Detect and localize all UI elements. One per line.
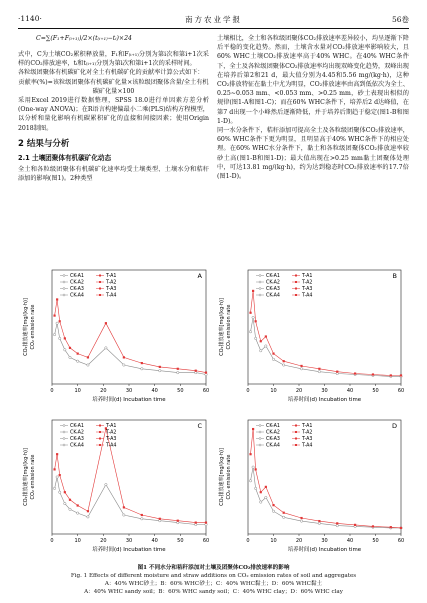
legend-marker (99, 281, 101, 283)
data-point (252, 316, 254, 318)
legend-label: T-A1 (106, 424, 117, 429)
x-tick-label: 60 (397, 388, 405, 394)
x-tick-label: 20 (295, 538, 303, 544)
figure-1 (18, 264, 409, 564)
data-point (354, 524, 356, 526)
contribution-formula: 贡献率(%)=该粒级团聚体有机碳矿化量×该粒级团聚体含量/全土有机碳矿化量×100 (18, 78, 209, 95)
legend-label: CK-A3 (70, 437, 84, 442)
data-point (283, 512, 285, 514)
data-point (69, 347, 71, 349)
legend-label: CK-A1 (70, 424, 84, 429)
legend-marker (259, 438, 261, 440)
legend-marker (259, 425, 261, 427)
data-point (255, 468, 257, 470)
data-point (265, 486, 267, 488)
legend-label: T-A2 (302, 280, 313, 286)
x-tick-label: 0 (50, 538, 54, 544)
panel-letter: D (391, 422, 397, 430)
data-point (249, 480, 251, 482)
legend-marker (63, 425, 65, 427)
results-paragraph-2: 同一水分条件下，秸秆添加可提高全土及各粒级团聚体CO₂排放速率，60% WHC条件下更为明显，且明显高于40% WHC条件下的相应处理。在60% WHC水分条件下，黏土和各粒级团聚体CO₂排放速率较砂土高(图1-B和图1-D)；最大值出现在>0.25 mm黏土团聚体处理中，可达13.81 mg/(kg·h)，约为达到稳态时CO₂排放速率的17.7倍(图1-D)。 (217, 127, 409, 181)
methods-paragraph: 采用Excel 2019进行数据整理，SPSS 18.0进行单因素方差分析(One-way ANOVA)；在R语言构建偏最小二乘(PLS)结构方程模型，以分析和量化影响有机碳累积矿化的直接和间接因素；使用Origin 2018制图。 (18, 97, 209, 132)
left-column (18, 34, 209, 184)
volume-label: 56卷 (391, 15, 409, 24)
data-point (141, 518, 143, 520)
x-tick-label: 40 (151, 388, 158, 394)
data-point (141, 368, 143, 370)
legend-marker (99, 425, 101, 427)
data-point (159, 366, 161, 368)
panel-c (18, 414, 214, 556)
data-point (390, 526, 392, 528)
data-point (77, 504, 79, 506)
data-point (56, 298, 58, 300)
x-tick-label: 60 (397, 538, 405, 544)
legend-marker (259, 288, 261, 290)
legend-marker (259, 275, 261, 277)
legend-label: T-A4 (302, 443, 313, 449)
data-point (260, 491, 262, 493)
legend-label: CK-A2 (70, 280, 84, 286)
data-point (87, 356, 89, 358)
legend-marker (259, 444, 261, 446)
legend-marker (99, 294, 101, 296)
legend-label: CK-A2 (266, 280, 280, 286)
legend-label: T-A1 (302, 274, 313, 279)
data-point (300, 368, 302, 370)
data-point (64, 502, 66, 504)
x-tick-label: 10 (74, 538, 81, 544)
x-tick-label: 40 (346, 388, 354, 394)
data-point (283, 516, 285, 518)
legend-marker (99, 431, 101, 433)
data-point (372, 525, 374, 527)
legend-label: CK-A4 (266, 443, 280, 449)
series-line (55, 477, 206, 525)
legend-marker (99, 438, 101, 440)
data-point (76, 360, 78, 362)
legend-label: CK-A4 (70, 443, 84, 449)
x-axis-label: 培养时间(d) Incubation time (287, 547, 362, 553)
x-tick-label: 30 (321, 538, 328, 544)
data-point (318, 522, 320, 524)
legend-marker (99, 444, 101, 446)
section-heading: 2 结果与分析 (18, 138, 70, 149)
x-tick-label: 10 (74, 388, 81, 394)
x-tick-label: 30 (125, 388, 133, 394)
legend-label: CK-A1 (266, 274, 280, 279)
data-point (141, 514, 143, 516)
legend-label: CK-A4 (266, 293, 280, 299)
data-point (53, 315, 55, 317)
legend-marker (259, 281, 261, 283)
data-point (354, 372, 356, 374)
data-point (260, 501, 262, 503)
results-intro: 全土和各粒级团聚体有机碳矿化速率均受土壤类型、土壤水分和秸秆添加的影响(图1)。2种类型 (18, 166, 209, 183)
panel-a (18, 264, 214, 406)
x-tick-label: 20 (100, 388, 107, 394)
data-point (300, 517, 302, 519)
legend-label: T-A1 (302, 424, 313, 429)
x-tick-label: 20 (100, 538, 107, 544)
data-point (336, 524, 338, 526)
data-point (283, 360, 285, 362)
data-point (123, 356, 125, 358)
journal-title: 南方农业学报 (185, 15, 242, 24)
formula-explanation: 式中，C为土壤CO₂累积释放量，F₁和F₍ᵢ₊₁₎分别为第i次和第i+1次采样的CO₂排放速率，tᵢ和t₍ᵢ₊₁₎分别为第i次和第i+1次的采样时间。 (18, 51, 209, 68)
x-axis-label: 培养时间(d) Incubation time (92, 397, 166, 403)
data-point (249, 331, 251, 333)
legend-label: T-A4 (106, 293, 117, 299)
panel-d (214, 414, 409, 556)
data-point (252, 290, 254, 292)
series-line (55, 323, 206, 374)
legend-marker (63, 431, 65, 433)
data-point (272, 510, 274, 512)
data-point (254, 337, 256, 339)
data-point (249, 312, 251, 314)
data-point (336, 522, 338, 524)
data-point (105, 347, 107, 349)
data-point (195, 370, 197, 372)
legend-marker (295, 294, 297, 296)
data-point (300, 520, 302, 522)
y-axis-label: CO₂排放速率[mg/(kg·h)] (219, 298, 225, 356)
data-point (87, 516, 89, 518)
x-axis-label: 培养时间(d) Incubation time (92, 547, 166, 553)
x-tick-label: 60 (202, 388, 210, 394)
legend-marker (259, 431, 261, 433)
data-point (64, 337, 66, 339)
data-point (249, 453, 251, 455)
data-point (69, 356, 71, 358)
caption-cn: 图1 不同水分和秸秆添加对土壤及团聚体CO₂排放速率的影响 (137, 565, 290, 571)
data-point (272, 358, 274, 360)
data-point (64, 349, 66, 351)
data-point (205, 522, 207, 524)
legend-marker (63, 294, 65, 296)
data-point (283, 364, 285, 366)
data-point (159, 518, 161, 520)
caption-note-cn: A：40% WHC砂土；B：60% WHC砂土；C：40% WHC黏土；D：60% WHC黏土 (104, 581, 323, 587)
series-line (251, 318, 402, 377)
data-point (195, 522, 197, 524)
data-point (252, 428, 254, 430)
x-tick-label: 30 (321, 388, 328, 394)
x-tick-label: 0 (246, 538, 250, 544)
legend-label: T-A1 (106, 274, 117, 279)
data-point (318, 368, 320, 370)
data-point (336, 371, 338, 373)
data-point (272, 353, 274, 355)
x-tick-label: 20 (295, 388, 303, 394)
x-tick-label: 50 (372, 538, 379, 544)
legend-marker (63, 281, 65, 283)
legend-marker (63, 438, 65, 440)
data-point (260, 340, 262, 342)
x-tick-label: 10 (270, 388, 277, 394)
data-point (254, 487, 256, 489)
legend-label: T-A4 (302, 293, 313, 299)
header-rule (18, 28, 409, 29)
data-point (252, 466, 254, 468)
x-tick-label: 40 (151, 538, 158, 544)
data-point (69, 499, 71, 501)
data-point (272, 504, 274, 506)
legend-label: CK-A3 (266, 437, 280, 442)
legend-label: T-A3 (106, 437, 117, 442)
legend-label: CK-A1 (70, 274, 84, 279)
x-tick-label: 10 (270, 538, 277, 544)
data-point (56, 476, 58, 478)
data-point (390, 374, 392, 376)
data-point (400, 374, 402, 376)
y-axis-label-en: CO₂ emission rate (30, 304, 36, 350)
x-tick-label: 30 (125, 538, 133, 544)
data-point (56, 322, 58, 324)
legend-marker (99, 288, 101, 290)
legend-label: CK-A2 (70, 430, 84, 436)
legend-label: T-A3 (302, 287, 313, 292)
data-point (87, 510, 89, 512)
data-point (59, 337, 61, 339)
legend-marker (99, 275, 101, 277)
data-point (400, 527, 402, 529)
data-point (59, 474, 61, 476)
data-point (123, 506, 125, 508)
page-header (18, 14, 409, 28)
x-tick-label: 40 (346, 538, 354, 544)
data-point (265, 335, 267, 337)
legend-marker (63, 275, 65, 277)
data-point (265, 496, 267, 498)
legend-marker (63, 288, 65, 290)
legend-label: T-A3 (302, 437, 313, 442)
x-axis-label: 培养时间(d) Incubation time (287, 397, 362, 403)
x-tick-label: 50 (177, 388, 184, 394)
data-point (318, 370, 320, 372)
legend-marker (295, 288, 297, 290)
legend-label: CK-A1 (266, 424, 280, 429)
y-axis-label: CO₂排放速率[mg/(kg·h)] (23, 298, 29, 356)
legend-label: CK-A4 (70, 293, 84, 299)
legend-marker (63, 444, 65, 446)
legend-marker (295, 425, 297, 427)
data-point (265, 345, 267, 347)
cumulative-formula: C=∑(F₁+F₍ᵢ₊₁₎)/2×(t₍ᵢ₊₁₎−tᵢ)×24 (36, 35, 132, 42)
data-point (53, 333, 55, 335)
legend-marker (295, 438, 297, 440)
data-point (205, 372, 207, 374)
x-tick-label: 0 (50, 388, 54, 394)
results-paragraph-1: 土壤相比，全土和各粒级团聚体CO₂排放速率差异较小，均呈逐渐下降后平稳的变化趋势。然而，土壤含水量对CO₂排放速率影响较大，且60% WHC土壤CO₂排放速率高于40% WHC。在40% WHC条件下，全土及各粒级团聚体CO₂排放速率均出现双峰变化趋势，双峰出现在培养后第2和21 d，最大值分别为4.45和5.56 mg/(kg·h)，这种CO₂排放特征在黏土中尤为明显，CO₂排放速率由高到低依次为全土、0.25~0.053 mm、<0.053 mm、>0.25 mm，砂土表现出相似的规律(图1-A和图1-C)；而在60% WHC条件下，培养后2 d达峰值，在第7 d出现一个小峰然后逐渐降低，并于培养后期趋于稳定(图1-B和图1-D)。 (217, 35, 409, 125)
subsection-heading: 2.1 土壤团聚体有机碳矿化动态 (18, 154, 112, 163)
contribution-intro: 各粒级团聚体有机碳矿化对全土有机碳矿化的贡献率计算公式如下： (18, 69, 204, 77)
data-point (141, 362, 143, 364)
legend-label: T-A4 (106, 443, 117, 449)
data-point (123, 514, 125, 516)
panel-b (214, 264, 409, 406)
legend-label: CK-A3 (266, 287, 280, 292)
legend-label: CK-A2 (266, 430, 280, 436)
data-point (64, 491, 66, 493)
data-point (260, 350, 262, 352)
data-point (56, 453, 58, 455)
series-line (251, 291, 402, 376)
data-point (177, 371, 179, 373)
y-axis-label-en: CO₂ emission rate (226, 304, 232, 350)
data-point (76, 512, 78, 514)
data-point (318, 520, 320, 522)
data-point (177, 368, 179, 370)
data-point (159, 370, 161, 372)
data-point (77, 353, 79, 355)
data-point (59, 320, 61, 322)
y-axis-label-en: CO₂ emission rate (226, 454, 232, 500)
x-tick-label: 0 (246, 388, 250, 394)
data-point (53, 468, 55, 470)
x-tick-label: 50 (177, 538, 184, 544)
panel-letter: A (197, 272, 202, 280)
y-axis-label: CO₂排放速率[mg/(kg·h)] (23, 448, 29, 506)
data-point (69, 508, 71, 510)
legend-label: T-A2 (302, 430, 313, 436)
data-point (177, 520, 179, 522)
legend-marker (295, 281, 297, 283)
legend-marker (295, 275, 297, 277)
legend-marker (295, 431, 297, 433)
data-point (255, 320, 257, 322)
data-point (105, 322, 107, 324)
panel-letter: B (392, 272, 397, 280)
x-tick-label: 50 (372, 388, 379, 394)
y-axis-label-en: CO₂ emission rate (30, 454, 36, 500)
data-point (105, 483, 107, 485)
data-point (53, 487, 55, 489)
legend-label: T-A2 (106, 280, 117, 286)
data-point (372, 373, 374, 375)
right-column (217, 34, 409, 181)
legend-label: T-A2 (106, 430, 117, 436)
data-point (87, 364, 89, 366)
caption-en: Fig. 1 Effects of different moisture and straw additions on CO₂ emission rates of soil and aggregates (70, 573, 357, 579)
data-point (300, 365, 302, 367)
legend-marker (295, 444, 297, 446)
data-point (123, 364, 125, 366)
series-line (251, 467, 402, 528)
x-tick-label: 60 (202, 538, 210, 544)
y-axis-label: CO₂排放速率[mg/(kg·h)] (219, 448, 225, 506)
figure-caption (18, 564, 409, 596)
page-number: ·1140· (18, 14, 42, 23)
panel-letter: C (197, 422, 202, 430)
legend-label: CK-A3 (70, 287, 84, 292)
legend-marker (259, 294, 261, 296)
data-point (59, 491, 61, 493)
caption-note-en: A：40% WHC sandy soil；B：60% WHC sandy soil；C：40% WHC clay；D：60% WHC clay (84, 589, 343, 595)
legend-label: T-A3 (106, 287, 117, 292)
